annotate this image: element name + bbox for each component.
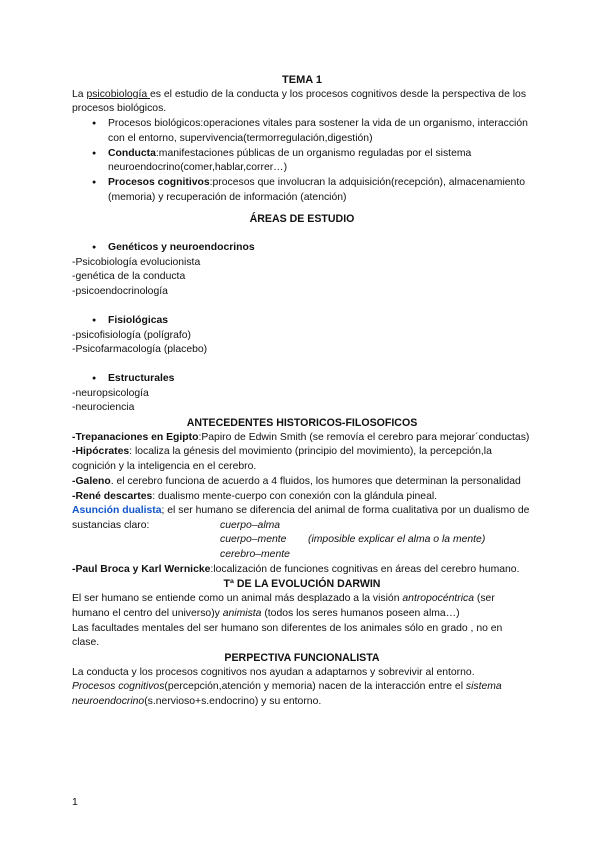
antecedente-term: -Galeno: [72, 475, 111, 487]
bullet-term: Conducta: [108, 147, 156, 159]
antecedente-term: -Trepanaciones en Egipto: [72, 431, 199, 443]
area-item: -Psicobiología evolucionista: [72, 256, 201, 268]
dualista-text: ; el ser humano se diferencia del animal de forma cualitativa por un dualismo de sustancias claro:: [72, 505, 530, 531]
italic-term: antropocéntrica: [402, 593, 475, 605]
group-label: Fisiológicas: [108, 314, 169, 326]
group-label: Genéticos y neuroendocrinos: [108, 242, 255, 254]
areas-group-struct: [72, 372, 532, 387]
area-item: -psicoendocrinología: [72, 286, 168, 298]
antecedente-item: [72, 475, 532, 490]
funcionalista-paragraph-1: La conducta y los procesos cognitivos nos ayudan a adaptarnos y sobrevivir al entorno.: [72, 666, 475, 678]
italic-term: animista: [222, 607, 262, 619]
darwin-paragraph-2: Las facultades mentales del ser humano son diferentes de los animales sólo en grado , no en clase.: [72, 622, 503, 649]
bullet-text: :procesos que involucran la adquisición(recepción), almacenamiento (memoria) y recuperación de información (atención): [108, 176, 525, 203]
italic-term: Procesos cognitivos: [72, 681, 165, 693]
intro-paragraph: [72, 88, 532, 117]
areas-group-physio: [72, 314, 532, 329]
area-item: -Psicofarmacología (placebo): [72, 344, 208, 356]
page-content: [72, 73, 532, 710]
intro-post: es el estudio de la conducta y los procesos cognitivos desde la perspectiva de los procesos biológicos.: [72, 88, 527, 115]
darwin-heading: Tª DE LA EVOLUCIÓN DARWIN: [223, 578, 381, 591]
areas-group-genetic: [72, 241, 532, 256]
area-item: -neuropsicología: [72, 387, 149, 399]
bullet-term: Procesos cognitivos: [108, 176, 210, 188]
antecedente-item: [72, 445, 532, 474]
area-item: -psicofisiología (polígrafo): [72, 329, 191, 341]
intro-bullet-list: [72, 117, 532, 205]
area-item: -genética de la conducta: [72, 271, 186, 283]
antecedente-term: -René descartes: [72, 490, 153, 502]
area-item: -neurociencia: [72, 402, 135, 414]
broca-paragraph: [72, 563, 532, 578]
broca-text: :localización de funciones cognitivas en áreas del cerebro humano.: [210, 563, 520, 575]
text-run: El ser humano se entiende como un animal más desplazado a la visión: [72, 593, 403, 605]
list-item: [108, 372, 532, 387]
antecedentes-heading: ANTECEDENTES HISTORICOS-FILOSOFICOS: [186, 417, 418, 430]
antecedente-term: -Hipócrates: [72, 446, 130, 458]
page-number: 1: [72, 797, 78, 808]
antecedente-text: : dualismo mente-cuerpo con conexión con la glándula pineal.: [152, 490, 438, 502]
dualism-line: cuerpo–alma: [220, 519, 281, 531]
areas-heading: ÁREAS DE ESTUDIO: [249, 213, 355, 226]
funcionalista-paragraph-2: [72, 680, 532, 709]
group-label: Estructurales: [108, 372, 175, 384]
list-item: [108, 176, 532, 205]
text-run: (percepción,atención y memoria) nacen de la interacción entre el: [164, 681, 466, 693]
list-item: [108, 117, 532, 146]
text-run: (s.nervioso+s.endocrino) y su entorno.: [144, 696, 322, 708]
darwin-paragraph-1: [72, 592, 532, 621]
text-run: (ser humano el centro del universo)y: [72, 593, 495, 619]
text-run: (todos los seres humanos poseen alma…): [261, 607, 460, 619]
antecedente-text: . el cerebro funciona de acuerdo a 4 fluidos, los humores que determinan la personalidad: [110, 475, 521, 487]
broca-term: -Paul Broca y Karl Wernicke: [72, 563, 211, 575]
page-title: TEMA 1: [282, 74, 322, 86]
antecedente-text: : localiza la génesis del movimiento (principio del movimiento), la percepción,la cognición y la inteligencia en el cerebro.: [72, 446, 492, 473]
psicobiologia-term: psicobiología: [86, 88, 150, 100]
dualism-line: cuerpo–mente: [220, 534, 287, 546]
dualism-list: [72, 519, 532, 563]
italic-term: sistema neuroendocrino: [72, 681, 502, 708]
antecedente-item: [72, 490, 532, 505]
dualism-note: (imposible explicar el alma o la mente): [308, 534, 486, 546]
funcionalista-heading: PERPECTIVA FUNCIONALISTA: [224, 651, 380, 664]
bullet-text: Procesos biológicos:operaciones vitales para sostener la vida de un organismo, interacción con el entorno, supervivencia(termorregulación,digestión): [108, 118, 528, 144]
list-item: [108, 314, 532, 329]
antecedente-text: :Papiro de Edwin Smith (se removía el cerebro para mejorar´conductas): [198, 431, 530, 443]
bullet-text: :manifestaciones públicas de un organismo reguladas por el sistema neuroendocrino(comer,hablar,correr…): [108, 147, 472, 174]
list-item: [108, 147, 532, 176]
dualista-label: Asunción dualista: [72, 505, 162, 517]
antecedente-item: [72, 431, 532, 446]
list-item: [108, 241, 532, 256]
intro-pre: La: [72, 88, 87, 100]
dualism-line: cerebro–mente: [220, 549, 290, 561]
